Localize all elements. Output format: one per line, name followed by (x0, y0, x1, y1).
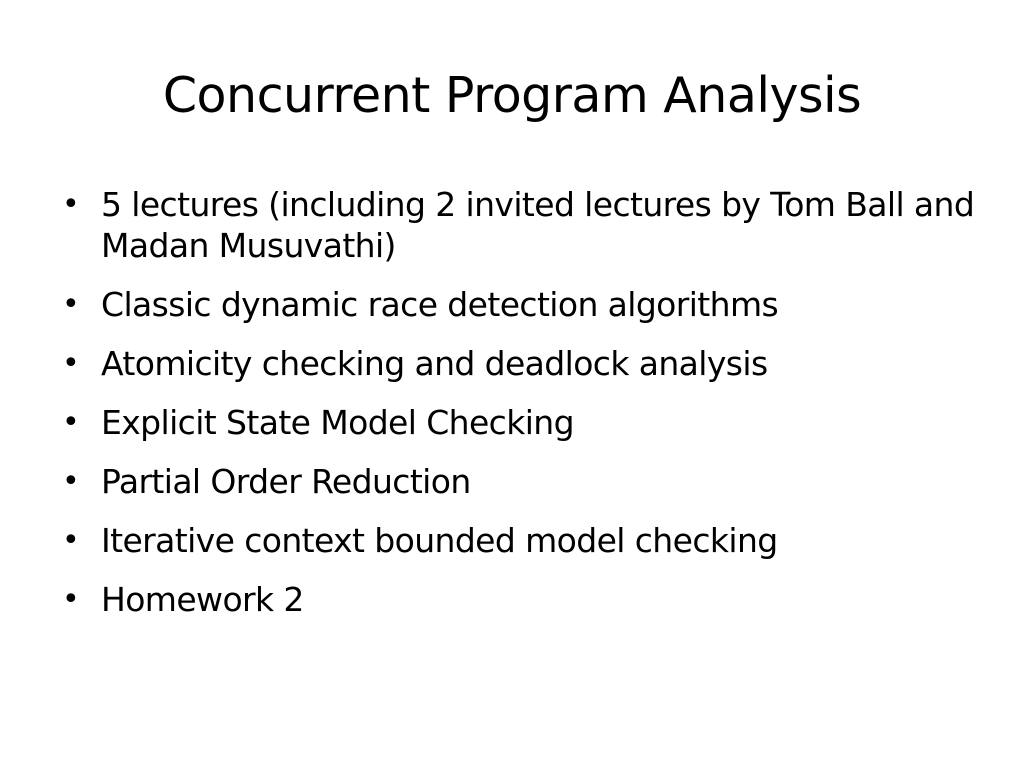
bullet-icon: • (62, 287, 80, 322)
bullet-text: Homework 2 (101, 580, 304, 619)
bullet-list (58, 184, 978, 638)
bullet-item-homework (58, 579, 978, 620)
bullet-text: Explicit State Model Checking (101, 403, 574, 442)
bullet-icon: • (62, 464, 80, 499)
bullet-icon: • (62, 187, 80, 222)
bullet-item-partial-order (58, 461, 978, 502)
bullet-item-lectures (58, 184, 978, 266)
bullet-icon: • (62, 582, 80, 617)
bullet-icon: • (62, 405, 80, 440)
slide-title: Concurrent Program Analysis (162, 67, 862, 124)
bullet-icon: • (62, 346, 80, 381)
bullet-item-context-bounded (58, 520, 978, 561)
bullet-text: Partial Order Reduction (101, 462, 471, 501)
bullet-item-race-detection (58, 284, 978, 325)
bullet-item-model-checking (58, 402, 978, 443)
bullet-text: Iterative context bounded model checking (101, 521, 778, 560)
bullet-icon: • (62, 523, 80, 558)
bullet-item-atomicity (58, 343, 978, 384)
bullet-text: Atomicity checking and deadlock analysis (101, 344, 768, 383)
bullet-text: Classic dynamic race detection algorithms (101, 285, 779, 324)
bullet-text: 5 lectures (including 2 invited lectures by Tom Ball and Madan Musuvathi) (101, 185, 975, 265)
